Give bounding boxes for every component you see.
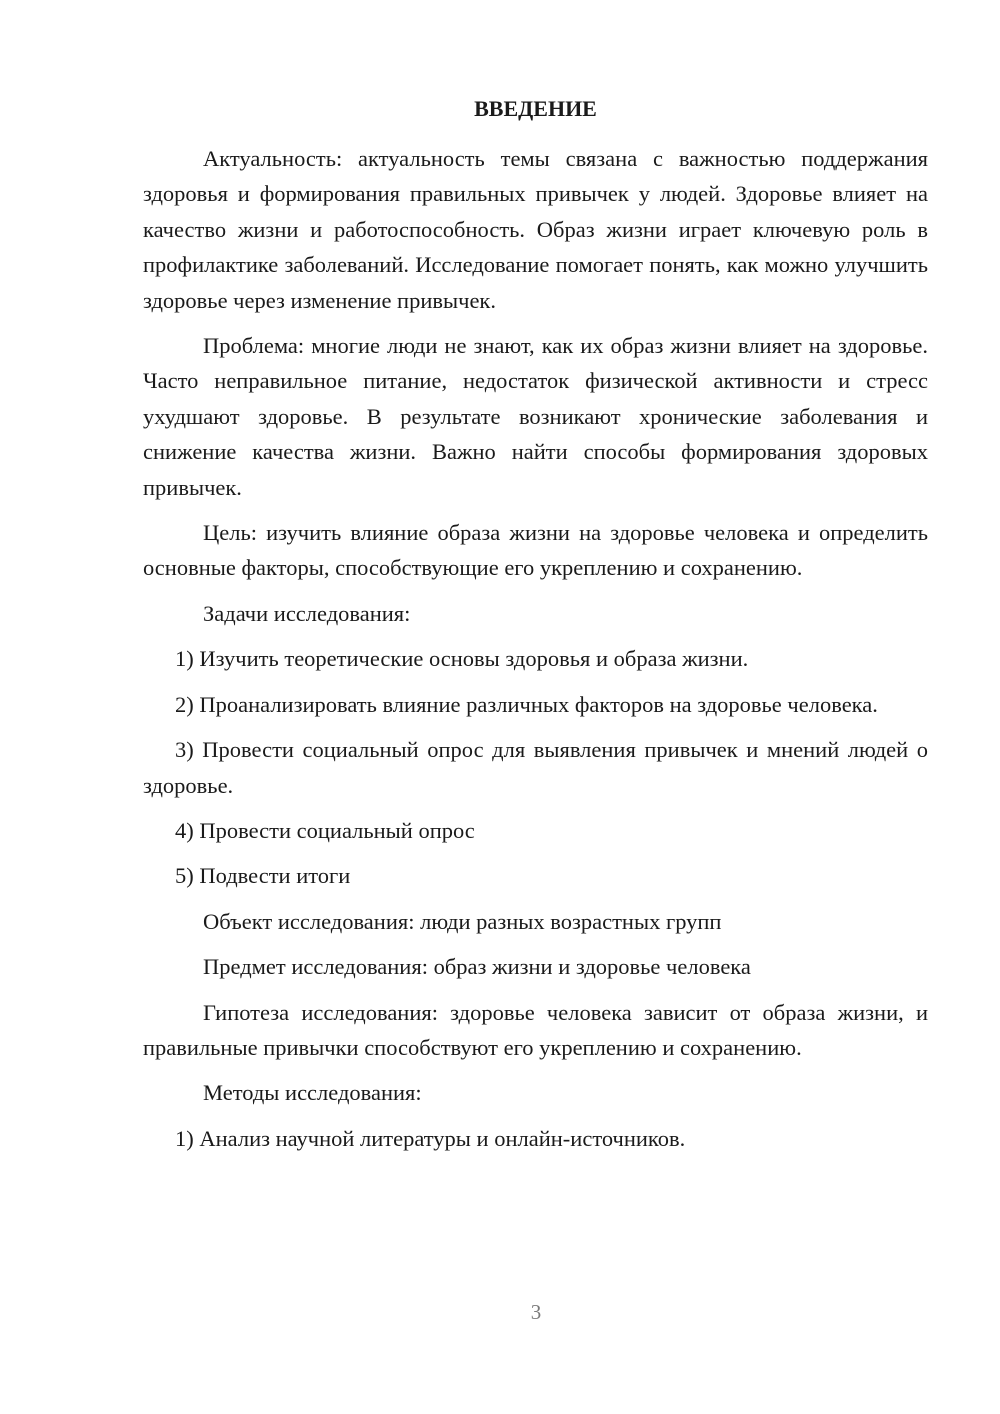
task-item-2: 2) Проанализировать влияние различных факторов на здоровье человека. [175, 691, 878, 717]
task-item-4: 4) Провести социальный опрос [175, 817, 475, 843]
hypothesis-paragraph: Гипотеза исследования: здоровье человека зависит от образа жизни, и правильные привычки способствуют его укреплению и сохранению. [143, 999, 928, 1060]
page-title: ВВЕДЕНИЕ [474, 96, 597, 121]
relevance-paragraph: Актуальность: актуальность темы связана с важностью поддержания здоровья и формирования правильных привычек у людей. Здоровье влияет на качество жизни и работоспособность. Образ жизни играет ключевую роль в профилактике заболеваний. Исследование помогает понять, как можно улучшить здоровье через изменение привычек. [143, 146, 928, 313]
task-item-1: 1) Изучить теоретические основы здоровья и образа жизни. [175, 646, 749, 672]
problem-paragraph: Проблема: многие люди не знают, как их образ жизни влияет на здоровье. Часто неправильное питание, недостаток физической активности и стресс ухудшают здоровье. В результате возникают хронические заболевания и снижение качества жизни. Важно найти способы формирования здоровых привычек. [143, 333, 928, 500]
research-object: Объект исследования: люди разных возрастных групп [203, 908, 722, 934]
research-subject: Предмет исследования: образ жизни и здоровье человека [203, 954, 751, 980]
task-item-5: 5) Подвести итоги [175, 863, 351, 889]
methods-title: Методы исследования: [203, 1080, 422, 1106]
document-page [143, 92, 928, 1166]
method-item-1: 1) Анализ научной литературы и онлайн-источников. [175, 1125, 686, 1151]
page-number: 3 [530, 1300, 542, 1324]
goal-paragraph: Цель: изучить влияние образа жизни на здоровье человека и определить основные факторы, способствующие его укреплению и сохранению. [143, 520, 928, 581]
tasks-title: Задачи исследования: [203, 600, 411, 626]
task-item-3: 3) Провести социальный опрос для выявления привычек и мнений людей о здоровье. [143, 737, 928, 798]
